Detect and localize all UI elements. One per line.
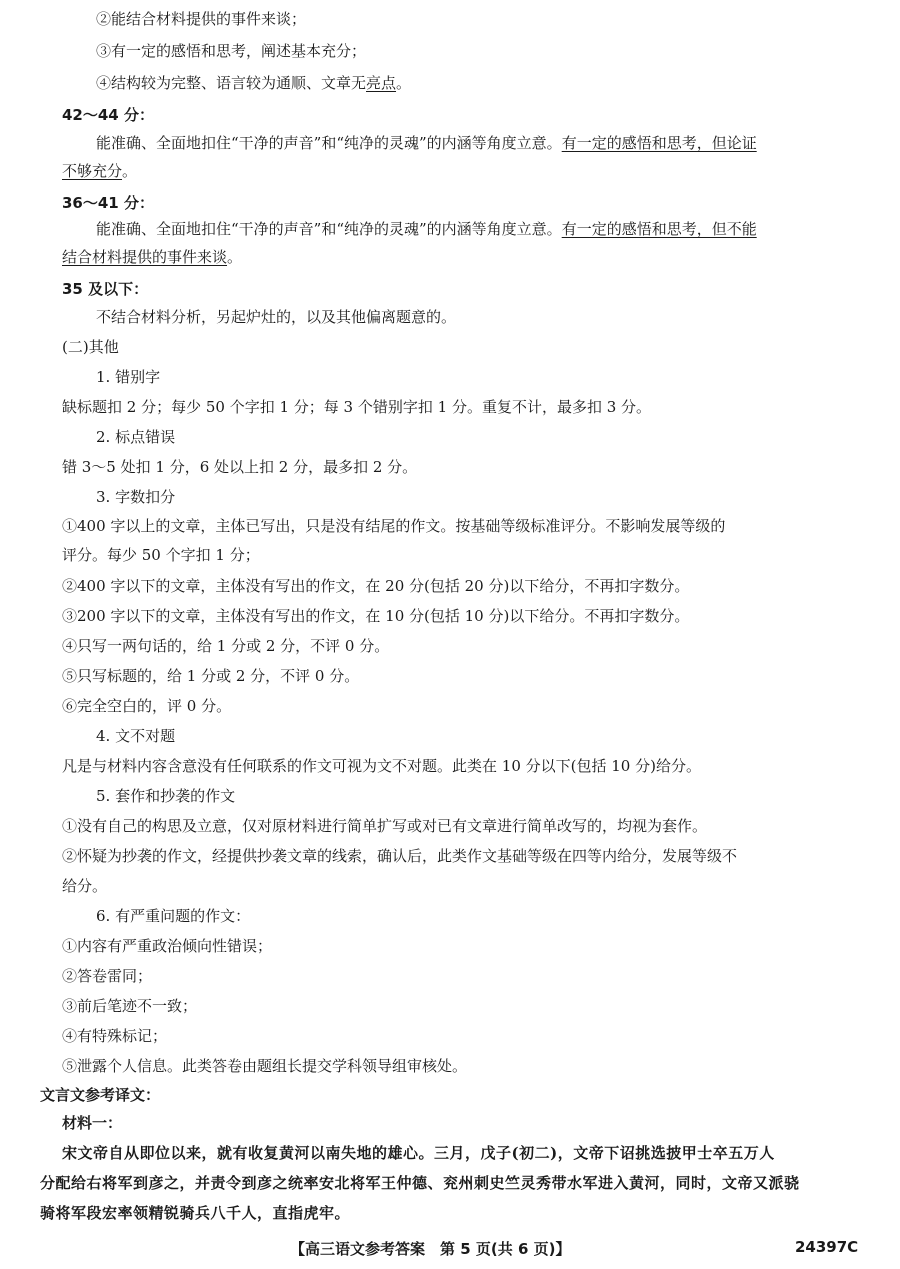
score-band-desc-cont: 不够充分。 xyxy=(62,162,138,180)
score-band-desc: 能准确、全面地扣住“干净的声音”和“纯净的灵魂”的内涵等角度立意。有一定的感悟和思考，但不能 xyxy=(96,220,757,238)
section-heading-other: (二)其他 xyxy=(62,338,119,356)
translation-heading: 文言文参考译文： xyxy=(40,1086,161,1104)
rule-text: ②怀疑为抄袭的作文，经提供抄袭文章的线索，确认后，此类作文基础等级在四等内给分，发展等级不 xyxy=(62,847,738,865)
rule-text: 给分。 xyxy=(62,877,108,895)
rule-text: ④有特殊标记； xyxy=(62,1027,168,1045)
footer-title: 【高三语文参考答案 第 5 页(共 6 页)】 xyxy=(290,1240,571,1258)
rule-text: ④只写一两句话的，给 1 分或 2 分，不评 0 分。 xyxy=(62,637,390,655)
score-band-heading: 42～44 分： xyxy=(62,106,154,124)
score-band-desc: 不结合材料分析，另起炉灶的，以及其他偏离题意的。 xyxy=(96,308,457,326)
subsection-serious: 6. 有严重问题的作文： xyxy=(96,907,251,925)
rule-text: ③200 字以下的文章，主体没有写出的作文，在 10 分(包括 10 分)以下给分。不再扣字数分。 xyxy=(62,607,690,625)
score-band-heading: 36～41 分： xyxy=(62,194,154,212)
score-band-desc-cont: 结合材料提供的事件来谈。 xyxy=(62,248,243,266)
translation-text: 骑将军段宏率领精锐骑兵八千人，直指虎牢。 xyxy=(40,1204,351,1222)
score-band-desc: 能准确、全面地扣住“干净的声音”和“纯净的灵魂”的内涵等角度立意。有一定的感悟和思考，但论证 xyxy=(96,134,757,152)
translation-text: 分配给右将军到彦之，并责令到彦之统率安北将军王仲德、兖州刺史竺灵秀带水军进入黄河，同时，文帝又派骁 xyxy=(40,1174,800,1192)
rule-text: ①没有自己的构思及立意，仅对原材料进行简单扩写或对已有文章进行简单改写的，均视为套作。 xyxy=(62,817,708,835)
rule-text: ③前后笔迹不一致； xyxy=(62,997,198,1015)
subsection-wordcount: 3. 字数扣分 xyxy=(96,488,176,506)
subsection-typos: 1. 错别字 xyxy=(96,368,161,386)
rule-text: ①400 字以上的文章，主体已写出，只是没有结尾的作文。按基础等级标准评分。不影响发展等级的 xyxy=(62,517,726,535)
translation-text: 宋文帝自从即位以来，就有收复黄河以南失地的雄心。三月，戊子(初二)，文帝下诏挑选披甲士卒五万人 xyxy=(62,1144,775,1162)
rule-text: 缺标题扣 2 分；每少 50 个字扣 1 分；每 3 个错别字扣 1 分。重复不计，最多扣 3 分。 xyxy=(62,398,652,416)
footer-code: 24397C xyxy=(795,1238,859,1256)
rule-text: ⑤只写标题的，给 1 分或 2 分，不评 0 分。 xyxy=(62,667,360,685)
criteria-item-4: ④结构较为完整、语言较为通顺、文章无亮点。 xyxy=(96,74,412,92)
rule-text: 错 3～5 处扣 1 分，6 处以上扣 2 分，最多扣 2 分。 xyxy=(62,458,418,476)
score-band-heading: 35 及以下： xyxy=(62,280,149,298)
subsection-plagiarism: 5. 套作和抄袭的作文 xyxy=(96,787,236,805)
criteria-item-2: ②能结合材料提供的事件来谈； xyxy=(96,10,307,28)
subsection-punctuation: 2. 标点错误 xyxy=(96,428,176,446)
rule-text: 凡是与材料内容含意没有任何联系的作文可视为文不对题。此类在 10 分以下(包括 10 分)给分。 xyxy=(62,757,701,775)
material-heading: 材料一： xyxy=(62,1114,123,1132)
criteria-item-3: ③有一定的感悟和思考，阐述基本充分； xyxy=(96,42,367,60)
rule-text: ②答卷雷同； xyxy=(62,967,153,985)
rule-text: 评分。每少 50 个字扣 1 分； xyxy=(62,546,260,564)
rule-text: ②400 字以下的文章，主体没有写出的作文，在 20 分(包括 20 分)以下给分，不再扣字数分。 xyxy=(62,577,690,595)
rule-text: ⑤泄露个人信息。此类答卷由题组长提交学科领导组审核处。 xyxy=(62,1057,468,1075)
rule-text: ①内容有严重政治倾向性错误； xyxy=(62,937,273,955)
rule-text: ⑥完全空白的，评 0 分。 xyxy=(62,697,232,715)
subsection-offtopic: 4. 文不对题 xyxy=(96,727,176,745)
